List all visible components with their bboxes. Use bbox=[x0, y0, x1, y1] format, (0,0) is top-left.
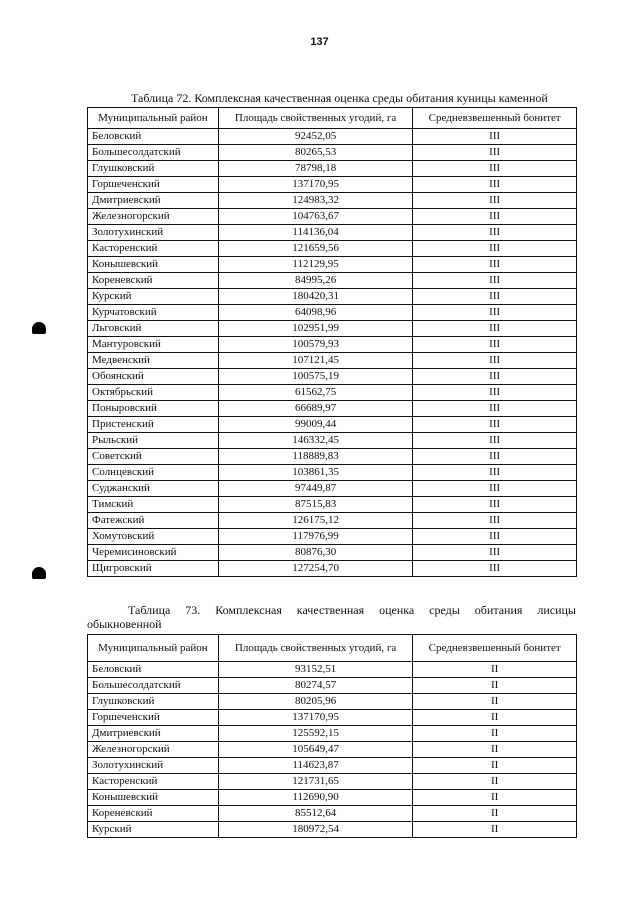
bonitet-cell: III bbox=[413, 369, 577, 385]
area-cell: 117976,99 bbox=[218, 529, 413, 545]
column-header-district: Муниципальный район bbox=[88, 635, 219, 662]
table-row bbox=[88, 305, 577, 321]
area-cell: 126175,12 bbox=[218, 513, 413, 529]
table-row bbox=[88, 465, 577, 481]
area-cell: 180972,54 bbox=[218, 822, 413, 838]
bonitet-cell: III bbox=[413, 305, 577, 321]
district-cell: Курчатовский bbox=[88, 305, 219, 321]
table-row bbox=[88, 129, 577, 145]
table-row bbox=[88, 289, 577, 305]
area-cell: 127254,70 bbox=[218, 561, 413, 577]
area-cell: 180420,31 bbox=[218, 289, 413, 305]
area-cell: 114136,04 bbox=[218, 225, 413, 241]
column-header-district: Муниципальный район bbox=[88, 108, 219, 129]
area-cell: 84995,26 bbox=[218, 273, 413, 289]
table-72-caption: Таблица 72. Комплексная качественная оценка среды обитания куницы каменной bbox=[131, 91, 548, 105]
bonitet-cell: III bbox=[413, 145, 577, 161]
table-row bbox=[88, 321, 577, 337]
table-header-row bbox=[88, 108, 577, 129]
area-cell: 137170,95 bbox=[218, 710, 413, 726]
district-cell: Золотухинский bbox=[88, 758, 219, 774]
table-row bbox=[88, 241, 577, 257]
table-row bbox=[88, 401, 577, 417]
table-row bbox=[88, 225, 577, 241]
district-cell: Глушковский bbox=[88, 161, 219, 177]
district-cell: Касторенский bbox=[88, 241, 219, 257]
district-cell: Глушковский bbox=[88, 694, 219, 710]
bonitet-cell: II bbox=[413, 742, 577, 758]
table-73-caption-line2: обыкновенной bbox=[87, 617, 162, 631]
area-cell: 137170,95 bbox=[218, 177, 413, 193]
district-cell: Касторенский bbox=[88, 774, 219, 790]
area-cell: 121659,56 bbox=[218, 241, 413, 257]
table-73-caption-line1: Таблица 73. Комплексная качественная оценка среды обитания лисицы bbox=[128, 603, 576, 617]
table-row bbox=[88, 758, 577, 774]
area-cell: 104763,67 bbox=[218, 209, 413, 225]
table-row bbox=[88, 161, 577, 177]
table-header-row bbox=[88, 635, 577, 662]
table-row bbox=[88, 353, 577, 369]
area-cell: 105649,47 bbox=[218, 742, 413, 758]
table-row bbox=[88, 529, 577, 545]
bonitet-cell: III bbox=[413, 465, 577, 481]
bonitet-cell: III bbox=[413, 337, 577, 353]
area-cell: 103861,35 bbox=[218, 465, 413, 481]
bonitet-cell: II bbox=[413, 726, 577, 742]
table-row bbox=[88, 481, 577, 497]
area-cell: 92452,05 bbox=[218, 129, 413, 145]
district-cell: Курский bbox=[88, 289, 219, 305]
column-header-bonitet: Средневзвешенный бонитет bbox=[413, 635, 577, 662]
area-cell: 118889,83 bbox=[218, 449, 413, 465]
area-cell: 78798,18 bbox=[218, 161, 413, 177]
bonitet-cell: III bbox=[413, 161, 577, 177]
table-row bbox=[88, 385, 577, 401]
district-cell: Фатежский bbox=[88, 513, 219, 529]
table-row bbox=[88, 145, 577, 161]
table-row bbox=[88, 710, 577, 726]
table-row bbox=[88, 822, 577, 838]
district-cell: Тимский bbox=[88, 497, 219, 513]
area-cell: 112690,90 bbox=[218, 790, 413, 806]
district-cell: Конышевский bbox=[88, 257, 219, 273]
table-row bbox=[88, 694, 577, 710]
table-row bbox=[88, 257, 577, 273]
area-cell: 80876,30 bbox=[218, 545, 413, 561]
bonitet-cell: III bbox=[413, 273, 577, 289]
bonitet-cell: III bbox=[413, 193, 577, 209]
bonitet-cell: II bbox=[413, 758, 577, 774]
bonitet-cell: III bbox=[413, 545, 577, 561]
table-row bbox=[88, 193, 577, 209]
district-cell: Беловский bbox=[88, 129, 219, 145]
table-row bbox=[88, 177, 577, 193]
area-cell: 100579,93 bbox=[218, 337, 413, 353]
table-row bbox=[88, 209, 577, 225]
district-cell: Поныровский bbox=[88, 401, 219, 417]
table-row bbox=[88, 742, 577, 758]
district-cell: Большесолдатский bbox=[88, 145, 219, 161]
table-row bbox=[88, 790, 577, 806]
bonitet-cell: II bbox=[413, 774, 577, 790]
bonitet-cell: III bbox=[413, 225, 577, 241]
bonitet-cell: II bbox=[413, 790, 577, 806]
area-cell: 87515,83 bbox=[218, 497, 413, 513]
table-row bbox=[88, 726, 577, 742]
table-row bbox=[88, 561, 577, 577]
district-cell: Железногорский bbox=[88, 742, 219, 758]
bonitet-cell: III bbox=[413, 321, 577, 337]
area-cell: 85512,64 bbox=[218, 806, 413, 822]
area-cell: 64098,96 bbox=[218, 305, 413, 321]
bonitet-cell: II bbox=[413, 806, 577, 822]
district-cell: Кореневский bbox=[88, 273, 219, 289]
bonitet-cell: III bbox=[413, 177, 577, 193]
table-row bbox=[88, 433, 577, 449]
district-cell: Беловский bbox=[88, 662, 219, 678]
table-row bbox=[88, 449, 577, 465]
area-cell: 146332,45 bbox=[218, 433, 413, 449]
district-cell: Щигровский bbox=[88, 561, 219, 577]
bonitet-cell: III bbox=[413, 385, 577, 401]
table-row bbox=[88, 678, 577, 694]
table-row bbox=[88, 662, 577, 678]
bonitet-cell: III bbox=[413, 353, 577, 369]
page-number: 137 bbox=[310, 36, 329, 48]
district-cell: Солнцевский bbox=[88, 465, 219, 481]
area-cell: 107121,45 bbox=[218, 353, 413, 369]
area-cell: 124983,32 bbox=[218, 193, 413, 209]
bonitet-cell: II bbox=[413, 678, 577, 694]
area-cell: 80274,57 bbox=[218, 678, 413, 694]
bonitet-cell: III bbox=[413, 481, 577, 497]
bonitet-cell: III bbox=[413, 241, 577, 257]
district-cell: Льговский bbox=[88, 321, 219, 337]
district-cell: Пристенский bbox=[88, 417, 219, 433]
district-cell: Горшеченский bbox=[88, 177, 219, 193]
table-row bbox=[88, 806, 577, 822]
district-cell: Обоянский bbox=[88, 369, 219, 385]
district-cell: Советский bbox=[88, 449, 219, 465]
bonitet-cell: III bbox=[413, 209, 577, 225]
area-cell: 125592,15 bbox=[218, 726, 413, 742]
area-cell: 112129,95 bbox=[218, 257, 413, 273]
column-header-area: Площадь свойственных угодий, га bbox=[218, 635, 413, 662]
area-cell: 93152,51 bbox=[218, 662, 413, 678]
bonitet-cell: III bbox=[413, 129, 577, 145]
district-cell: Конышевский bbox=[88, 790, 219, 806]
bonitet-cell: II bbox=[413, 822, 577, 838]
bonitet-cell: III bbox=[413, 529, 577, 545]
district-cell: Железногорский bbox=[88, 209, 219, 225]
table-73-caption bbox=[87, 603, 576, 631]
bonitet-cell: III bbox=[413, 449, 577, 465]
bonitet-cell: II bbox=[413, 710, 577, 726]
column-header-area: Площадь свойственных угодий, га bbox=[218, 108, 413, 129]
district-cell: Золотухинский bbox=[88, 225, 219, 241]
table-row bbox=[88, 513, 577, 529]
bonitet-cell: III bbox=[413, 497, 577, 513]
district-cell: Суджанский bbox=[88, 481, 219, 497]
bonitet-cell: III bbox=[413, 561, 577, 577]
district-cell: Кореневский bbox=[88, 806, 219, 822]
scan-punch-hole-mark bbox=[32, 322, 46, 334]
area-cell: 121731,65 bbox=[218, 774, 413, 790]
district-cell: Большесолдатский bbox=[88, 678, 219, 694]
area-cell: 80265,53 bbox=[218, 145, 413, 161]
table-row bbox=[88, 273, 577, 289]
district-cell: Рыльский bbox=[88, 433, 219, 449]
area-cell: 80205,96 bbox=[218, 694, 413, 710]
district-cell: Курский bbox=[88, 822, 219, 838]
area-cell: 66689,97 bbox=[218, 401, 413, 417]
bonitet-cell: III bbox=[413, 433, 577, 449]
district-cell: Октябрьский bbox=[88, 385, 219, 401]
bonitet-cell: II bbox=[413, 694, 577, 710]
area-cell: 61562,75 bbox=[218, 385, 413, 401]
area-cell: 114623,87 bbox=[218, 758, 413, 774]
bonitet-cell: III bbox=[413, 289, 577, 305]
table-row bbox=[88, 774, 577, 790]
bonitet-cell: III bbox=[413, 417, 577, 433]
district-cell: Дмитриевский bbox=[88, 726, 219, 742]
district-cell: Мантуровский bbox=[88, 337, 219, 353]
scan-punch-hole-mark bbox=[32, 567, 46, 579]
table-row bbox=[88, 545, 577, 561]
area-cell: 99009,44 bbox=[218, 417, 413, 433]
table-row bbox=[88, 337, 577, 353]
table-72 bbox=[87, 107, 577, 577]
district-cell: Горшеченский bbox=[88, 710, 219, 726]
bonitet-cell: III bbox=[413, 513, 577, 529]
district-cell: Черемисиновский bbox=[88, 545, 219, 561]
column-header-bonitet: Средневзвешенный бонитет bbox=[413, 108, 577, 129]
table-row bbox=[88, 369, 577, 385]
district-cell: Хомутовский bbox=[88, 529, 219, 545]
table-row bbox=[88, 417, 577, 433]
table-73 bbox=[87, 634, 577, 838]
area-cell: 97449,87 bbox=[218, 481, 413, 497]
table-row bbox=[88, 497, 577, 513]
area-cell: 100575,19 bbox=[218, 369, 413, 385]
bonitet-cell: III bbox=[413, 257, 577, 273]
bonitet-cell: III bbox=[413, 401, 577, 417]
district-cell: Медвенский bbox=[88, 353, 219, 369]
area-cell: 102951,99 bbox=[218, 321, 413, 337]
district-cell: Дмитриевский bbox=[88, 193, 219, 209]
bonitet-cell: II bbox=[413, 662, 577, 678]
